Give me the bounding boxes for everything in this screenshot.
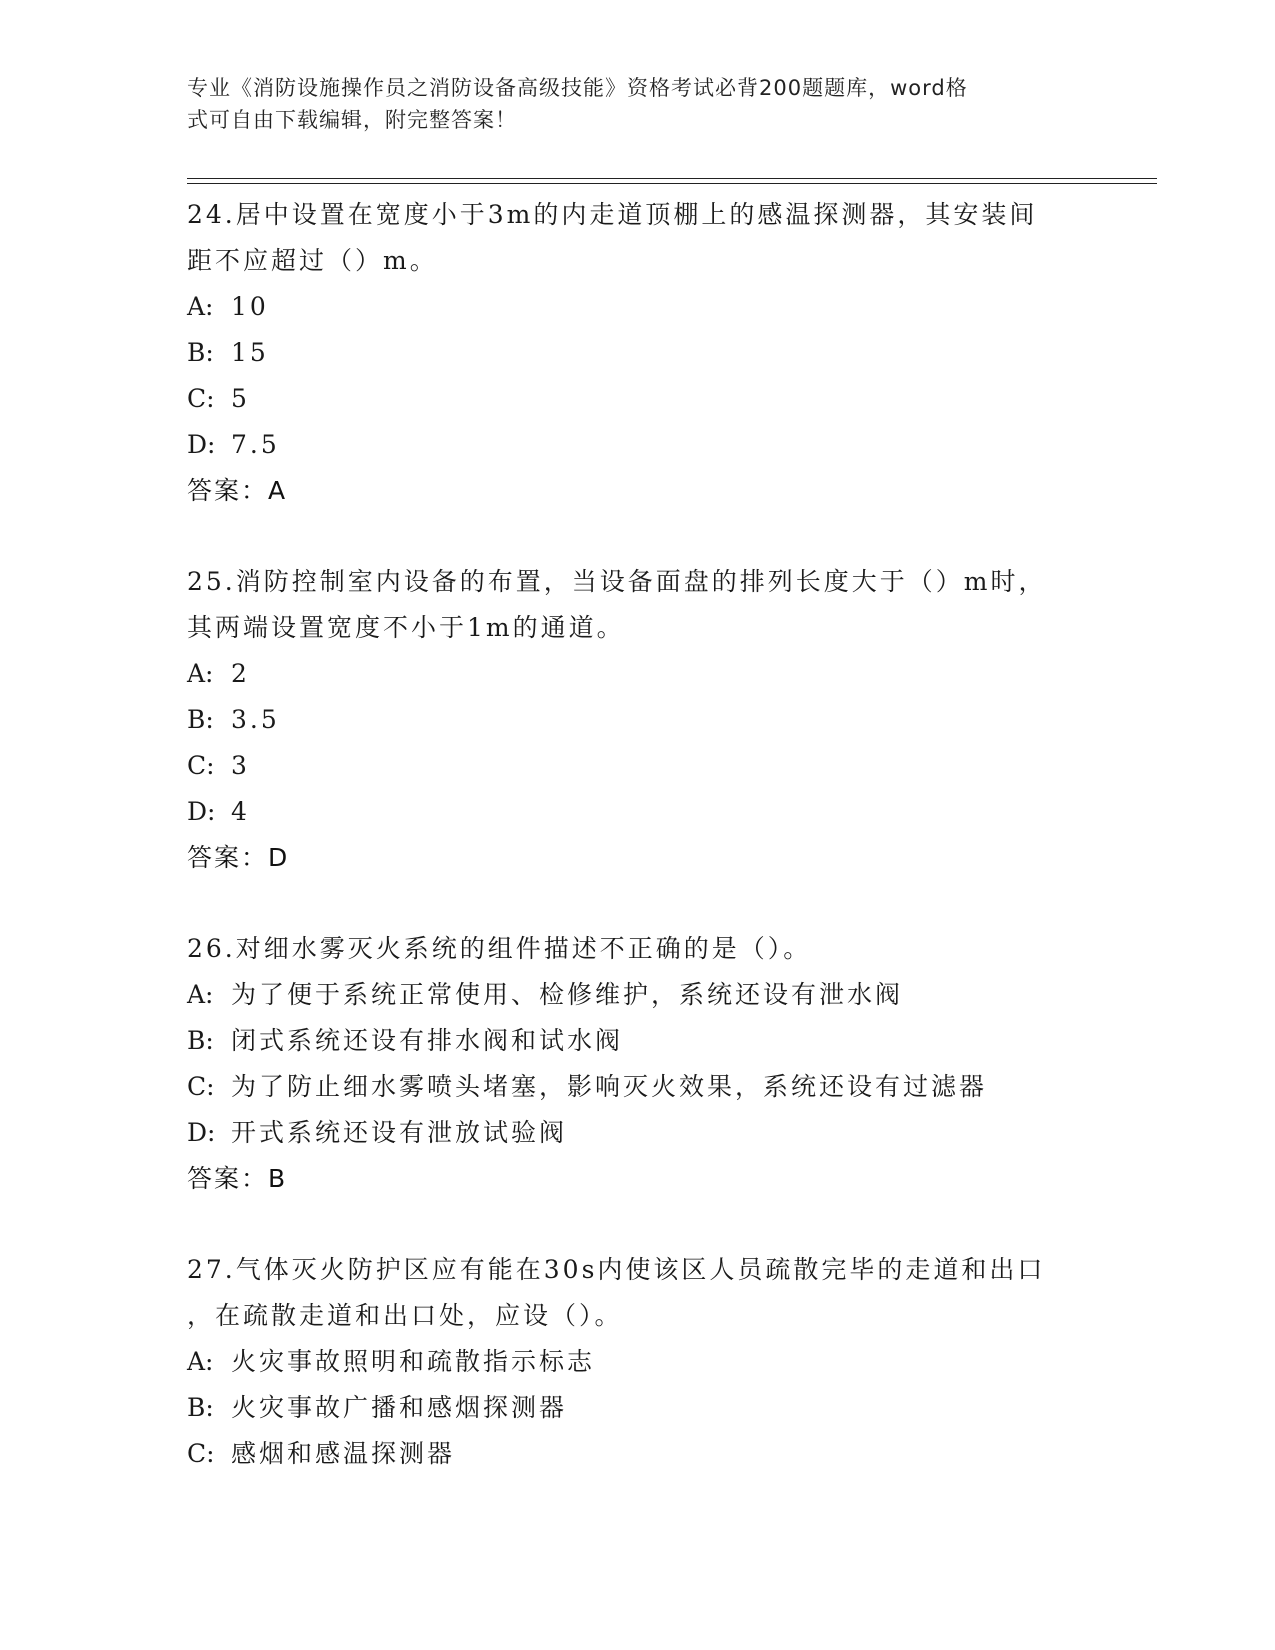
option-text: 3 — [231, 751, 250, 780]
option-letter: A: — [187, 1347, 214, 1376]
question-text-line: 其两端设置宽度不小于1m的通道。 — [187, 613, 625, 642]
option-text: 开式系统还设有泄放试验阀 — [231, 1118, 568, 1147]
option-letter: B: — [187, 705, 214, 734]
option-text: 15 — [231, 338, 269, 367]
header-divider-top — [187, 178, 1157, 179]
question-text-line: 24.居中设置在宽度小于3m的内走道顶棚上的感温探测器，其安装间 — [187, 200, 1038, 229]
question-24 — [187, 192, 1087, 514]
question-26 — [187, 926, 1087, 1202]
option-text: 7.5 — [231, 430, 280, 459]
question-text-line: 距不应超过（）m。 — [187, 246, 438, 275]
option-a — [187, 651, 1087, 697]
option-b — [187, 330, 1087, 376]
option-text: 感烟和感温探测器 — [231, 1439, 456, 1468]
answer-label: 答案：A — [187, 476, 288, 505]
option-letter: A: — [187, 292, 214, 321]
option-text: 5 — [231, 384, 250, 413]
option-d — [187, 1110, 1087, 1156]
option-c — [187, 1064, 1087, 1110]
option-letter: B: — [187, 1026, 214, 1055]
option-letter: B: — [187, 338, 214, 367]
option-text: 火灾事故照明和疏散指示标志 — [231, 1347, 596, 1376]
option-letter: A: — [187, 659, 214, 688]
header-line-1: 专业《消防设施操作员之消防设备高级技能》资格考试必背200题题库，word格 — [187, 76, 968, 100]
option-b — [187, 1385, 1087, 1431]
option-letter: C: — [187, 384, 215, 413]
option-letter: C: — [187, 751, 215, 780]
option-d — [187, 789, 1087, 835]
option-text: 闭式系统还设有排水阀和试水阀 — [231, 1026, 624, 1055]
question-27 — [187, 1247, 1087, 1477]
option-text: 4 — [231, 797, 250, 826]
option-a — [187, 284, 1087, 330]
question-text-line: 26.对细水雾灭火系统的组件描述不正确的是（）。 — [187, 934, 812, 963]
option-c — [187, 1431, 1087, 1477]
option-a — [187, 972, 1087, 1018]
option-a — [187, 1339, 1087, 1385]
question-text-line: 27.气体灭火防护区应有能在30s内使该区人员疏散完毕的走道和出口 — [187, 1255, 1046, 1284]
option-b — [187, 1018, 1087, 1064]
option-text: 火灾事故广播和感烟探测器 — [231, 1393, 568, 1422]
header-line-2: 式可自由下载编辑，附完整答案！ — [187, 108, 517, 132]
option-text: 3.5 — [231, 705, 280, 734]
question-text-line: 25.消防控制室内设备的布置，当设备面盘的排列长度大于（）m时， — [187, 567, 1047, 596]
option-letter: C: — [187, 1072, 215, 1101]
document-header — [187, 72, 1067, 136]
option-text: 2 — [231, 659, 250, 688]
question-list — [187, 192, 1087, 1522]
option-text: 10 — [231, 292, 269, 321]
question-25 — [187, 559, 1087, 881]
option-c — [187, 743, 1087, 789]
option-d — [187, 422, 1087, 468]
question-text-line: ，在疏散走道和出口处，应设（）。 — [187, 1301, 623, 1330]
option-letter: B: — [187, 1393, 214, 1422]
option-b — [187, 697, 1087, 743]
option-text: 为了防止细水雾喷头堵塞，影响灭火效果，系统还设有过滤器 — [231, 1072, 988, 1101]
option-letter: C: — [187, 1439, 215, 1468]
option-c — [187, 376, 1087, 422]
header-divider-bottom — [187, 183, 1157, 184]
option-letter: D: — [187, 1118, 216, 1147]
option-text: 为了便于系统正常使用、检修维护，系统还设有泄水阀 — [231, 980, 904, 1009]
answer-label: 答案：D — [187, 843, 290, 872]
answer-label: 答案：B — [187, 1164, 288, 1193]
option-letter: D: — [187, 797, 216, 826]
option-letter: D: — [187, 430, 216, 459]
option-letter: A: — [187, 980, 214, 1009]
